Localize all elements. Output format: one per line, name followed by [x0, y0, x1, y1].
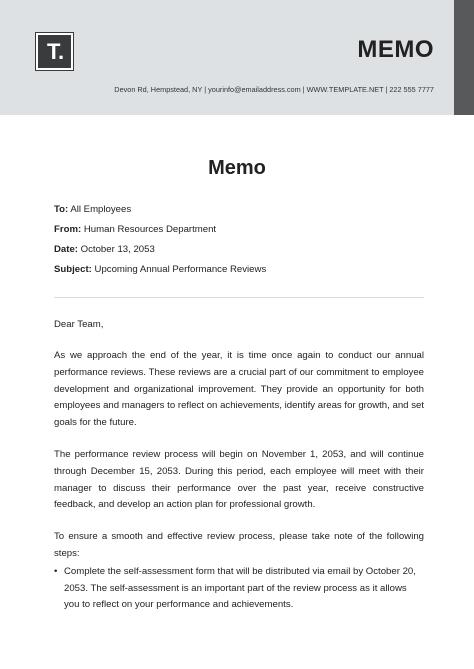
company-logo: [36, 33, 73, 70]
step-text: Complete the self-assessment form that will be distributed via email by October 20, 2053. The self-assessment is an important part of the review process as it allows you to reflect on your performance and achievements.: [64, 565, 416, 611]
field-from-value: Human Resources Department: [83, 224, 217, 235]
field-to-label: To:: [54, 204, 69, 215]
memo-fields: [54, 204, 424, 284]
memo-header: [0, 0, 474, 115]
bullet-icon: •: [54, 565, 58, 577]
paragraph-intro: As we approach the end of the year, it is time once again to conduct our annual performance reviews. These reviews are a crucial part of our commitment to employee development and organizational improvement. They provide an opportunity for both employees and managers to reflect on achievements, identify areas for growth, and set goals for the future.: [54, 350, 424, 429]
field-date-value: October 13, 2053: [80, 244, 155, 255]
list-item: [54, 564, 424, 614]
field-date: [54, 244, 424, 264]
field-to: [54, 204, 424, 224]
paragraph-timeline: The performance review process will begin on November 1, 2053, and will continue through December 15, 2053. During this period, each employee will meet with their manager to discuss their performance over the past year, receive constructive feedback, and develop an action plan for professional growth.: [54, 448, 424, 511]
header-accent-bar: [454, 0, 474, 115]
memo-body: [54, 317, 424, 614]
field-from: [54, 224, 424, 244]
field-to-value: All Employees: [70, 204, 132, 215]
greeting: Dear Team,: [54, 319, 104, 330]
logo-letter: T.: [46, 38, 65, 64]
header-contact-line: Devon Rd, Hempstead, NY | yourinfo@emailaddress.com | WWW.TEMPLATE.NET | 222 555 7777: [114, 85, 434, 94]
field-subject-value: Upcoming Annual Performance Reviews: [94, 264, 267, 275]
field-subject-label: Subject:: [54, 264, 92, 275]
paragraph-steps-intro: To ensure a smooth and effective review process, please take note of the following steps:: [54, 531, 424, 559]
document-title: Memo: [208, 157, 266, 179]
section-divider: [54, 297, 424, 298]
field-date-label: Date:: [54, 244, 78, 255]
field-subject: [54, 264, 424, 284]
field-from-label: From:: [54, 224, 82, 235]
header-memo-heading: MEMO: [357, 36, 434, 63]
steps-list: [54, 564, 424, 614]
